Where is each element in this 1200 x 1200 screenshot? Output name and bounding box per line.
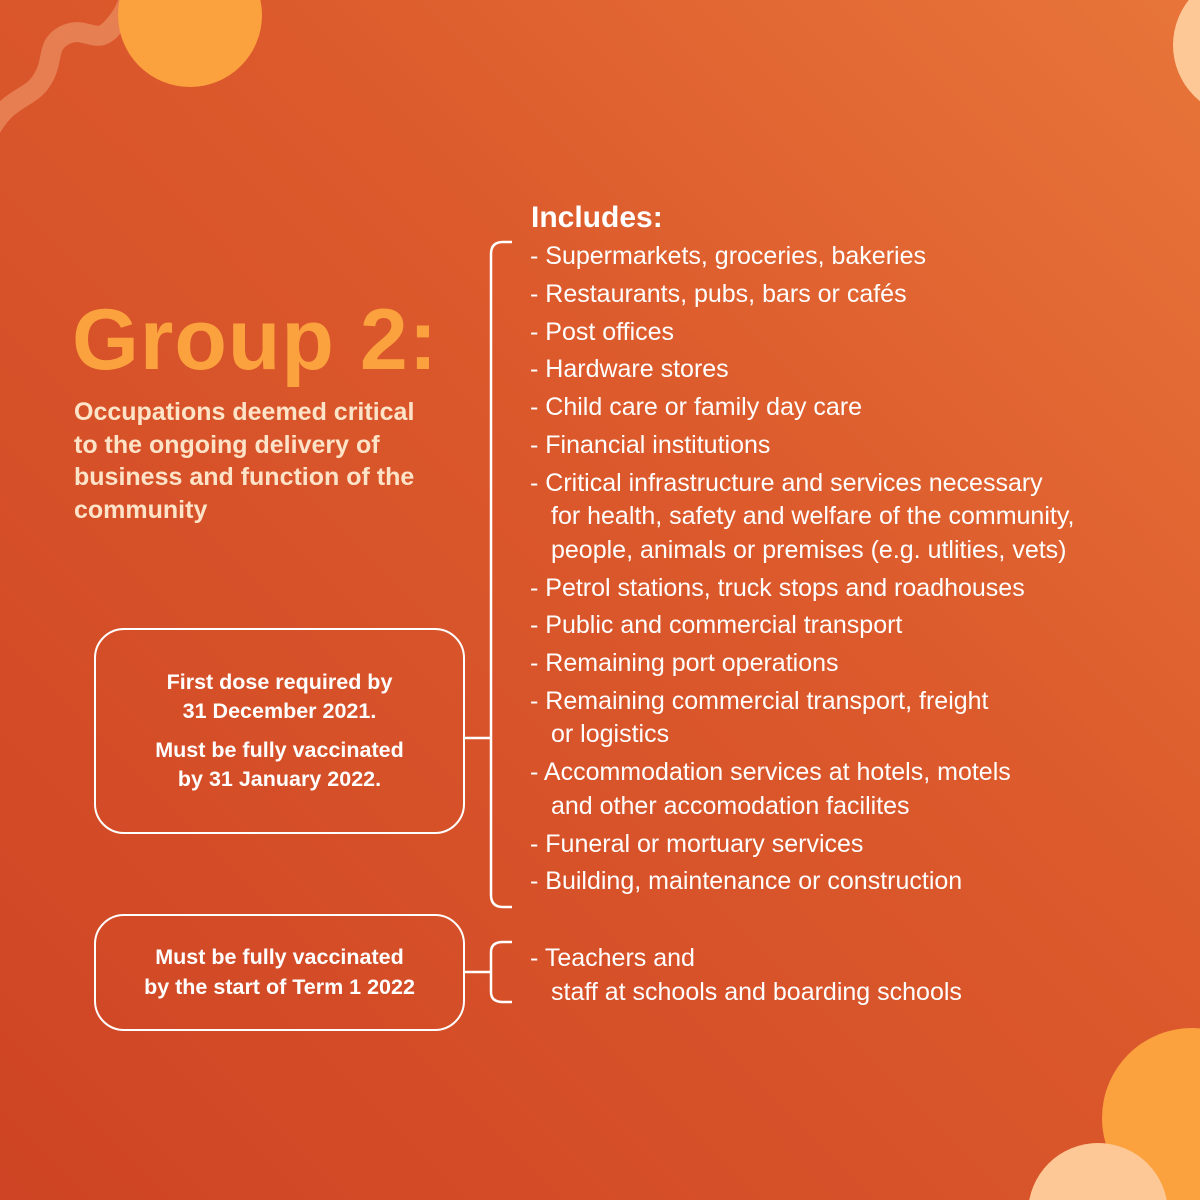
- school-occupation-list: [530, 942, 1170, 1013]
- list-item: - Child care or family day care: [530, 391, 1170, 425]
- list-item: - Hardware stores: [530, 353, 1170, 387]
- list-item: - Remaining port operations: [530, 647, 1170, 681]
- list-item: - Funeral or mortuary services: [530, 828, 1170, 862]
- list-item: - Restaurants, pubs, bars or cafés: [530, 278, 1170, 312]
- first-dose-requirement-box: [94, 628, 465, 834]
- first-dose-deadline: First dose required by 31 December 2021.: [166, 669, 393, 723]
- list-item: - Teachers and staff at schools and boarding schools: [530, 942, 1170, 1009]
- includes-heading: Includes:: [531, 201, 663, 234]
- list-item: - Building, maintenance or construction: [530, 865, 1170, 899]
- list-item: - Accommodation services at hotels, motels and other accomodation facilites: [530, 756, 1170, 823]
- full-vaccination-deadline: Must be fully vaccinated by 31 January 2022.: [155, 737, 404, 791]
- squiggle-decoration: [0, 0, 130, 130]
- schools-requirement-box: [94, 914, 465, 1031]
- top-right-circle-decoration: [1173, 0, 1200, 117]
- group-title: Group 2:: [72, 292, 439, 388]
- list-item: - Financial institutions: [530, 429, 1170, 463]
- list-item: - Public and commercial transport: [530, 609, 1170, 643]
- list-item: - Supermarkets, groceries, bakeries: [530, 240, 1170, 274]
- group-description: Occupations deemed critical to the ongoing delivery of business and function of the community: [74, 398, 415, 524]
- schools-vaccination-deadline: Must be fully vaccinated by the start of Term 1 2022: [144, 945, 415, 999]
- list-item: - Post offices: [530, 316, 1170, 350]
- list-item: - Petrol stations, truck stops and roadhouses: [530, 572, 1170, 606]
- occupation-list: [530, 240, 1170, 903]
- list-item: - Critical infrastructure and services necessary for health, safety and welfare of the community, people, animals or premises (e.g. utlities, vets): [530, 467, 1170, 568]
- top-circle-decoration: [118, 0, 262, 87]
- list-item: - Remaining commercial transport, freight or logistics: [530, 685, 1170, 752]
